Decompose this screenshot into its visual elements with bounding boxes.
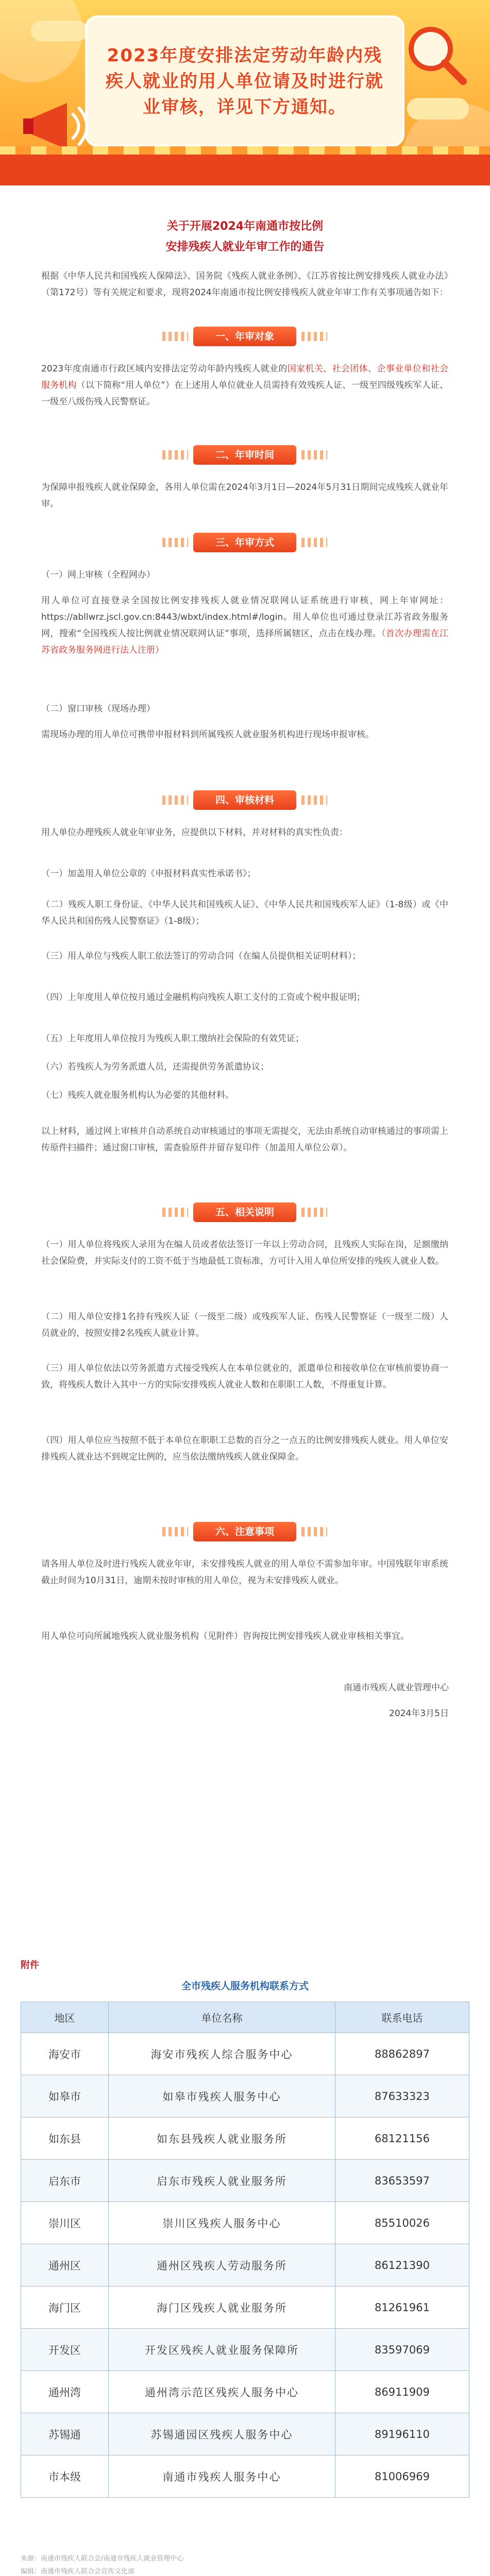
cell-phone: 86911909 [335,2371,469,2413]
section-badge-4: 四、审核材料 [173,788,317,812]
materials-intro: 用人单位办理残疾人就业年审业务，应提供以下材料，并对材料的真实性负责： [41,827,348,838]
cell-phone: 89196110 [335,2413,469,2455]
attention-item: 请各用人单位及时进行残疾人就业年审，未安排残疾人就业的用人单位不需参加年审。中国残联年审系统截止时间为10月31日，逾期未按时审核的用人单位，视为未安排残疾人就业。 [41,1559,448,1586]
attachment-label: 附件 [21,1960,39,1971]
table-row [21,2413,469,2455]
note-item: （一）用人单位将残疾人录用为在编人员或者依法签订一年以上劳动合同，且残疾人实际在岗，足额缴纳社会保险费，并实际支付的工资不低于当地最低工资标准，方可计入用人单位所安排的残疾人就业人数。 [41,1240,448,1266]
contact-table [21,2002,469,2498]
material-item: （七）残疾人就业服务机构认为必要的其他材料。 [41,1090,234,1100]
cell-region: 通州区 [21,2244,109,2286]
cell-unit: 海安市残疾人综合服务中心 [109,2033,335,2075]
cell-region: 苏锡通 [21,2413,109,2455]
section-badge-2: 二、年审时间 [173,443,317,467]
cell-unit: 苏锡通园区残疾人服务中心 [109,2413,335,2455]
signature: 南通市残疾人就业管理中心 [344,1683,449,1693]
table-row [21,2075,469,2117]
cell-region: 海安市 [21,2033,109,2075]
note-item: （三）用人单位依法以劳务派遣方式接受残疾人在本单位就业的，派遣单位和接收单位在审核前要协商一致，将残疾人数计入其中一方的实际安排残疾人就业人数和在职职工人数，不得重复计算。 [41,1363,448,1390]
source-note: 来源：南通市残疾人联合会/南通市残疾人就业管理中心 [21,2555,184,2563]
attachment-section [0,1953,490,2576]
materials-outro: 以上材料，通过网上审核并自动系统自动审核通过的事项无需提交，无法由系统自动审核通过的事项需上传原件扫描件；通过窗口审核，需查验原件并留存复印件（加盖用人单位公章）。 [41,1126,448,1153]
cell-region: 开发区 [21,2329,109,2371]
cell-phone: 81006969 [335,2455,469,2498]
banner-card [85,15,404,147]
notice-title: 关于开展2024年南通市按比例 安排残疾人就业年审工作的通告 [165,220,325,253]
cell-region: 崇川区 [21,2202,109,2244]
section-badge-1: 一、年审对象 [173,325,317,348]
header-unit: 单位名称 [109,2002,335,2033]
online-review-heading: （一）网上审核（全程网办） [41,570,155,580]
cell-phone: 85510026 [335,2202,469,2244]
table-row [21,2117,469,2160]
table-row [21,2371,469,2413]
material-item: （一）加盖用人单位公章的《申报材料真实性承诺书》； [41,869,256,879]
online-review-paragraph: 用人单位可直接登录全国按比例安排残疾人就业情况联网认证系统进行审核，网上年审网址：https://abllwrz.jscl.gov.cn:8443/wbxt/index.html#/login。用人单位也可通过登录江苏省政务服务网，搜索“全国残疾人按比例就业情况联网认证”事项，选择所属辖区，点击在线办理。（首次办理需在江苏省政务服务网进行法人注册） [41,596,448,655]
editor-note: 编辑：南通市残疾人联合会宣传文化部 [21,2568,135,2575]
section-badge-5: 五、相关说明 [173,1200,317,1224]
banner-title: 2023年度安排法定劳动年龄内残疾人就业的用人单位请及时进行就业审核，详见下方通知。 [106,45,384,117]
cell-region: 如皋市 [21,2075,109,2117]
table-row [21,2202,469,2244]
cell-region: 启东市 [21,2160,109,2202]
material-item: （四）上年度用人单位按月通过金融机构向残疾人职工支付的工资或个税申报证明； [41,992,365,1003]
cell-phone: 83597069 [335,2329,469,2371]
cell-phone: 68121156 [335,2117,469,2160]
section-badge-6: 六、注意事项 [173,1520,317,1544]
cell-phone: 88862897 [335,2033,469,2075]
attachment-title: 全市残疾人服务机构联系方式 [181,1980,309,1992]
material-item: （六）若残疾人为劳务派遣人员，还需提供劳务派遣协议； [41,1062,269,1072]
cell-phone: 83653597 [335,2160,469,2202]
cell-phone: 87633323 [335,2075,469,2117]
table-row [21,2033,469,2075]
cell-unit: 通州湾示范区残疾人服务中心 [109,2371,335,2413]
header-phone: 联系电话 [335,2002,469,2033]
header-region: 地区 [21,2002,109,2033]
cell-unit: 启东市残疾人就业服务所 [109,2160,335,2202]
decor-cloud [407,98,469,120]
attention-item: 用人单位可向所属地残疾人就业服务机构（见附件）咨询按比例安排残疾人就业审核相关事宜。 [41,1631,409,1641]
cell-unit: 开发区残疾人就业服务保障所 [109,2329,335,2371]
table-row [21,2160,469,2202]
table-row [21,2455,469,2498]
table-row [21,2244,469,2286]
magnifier-icon [402,21,469,88]
table-row [21,2329,469,2371]
cell-unit: 通州区残疾人劳动服务所 [109,2244,335,2286]
cell-unit: 如东县残疾人就业服务所 [109,2117,335,2160]
note-item: （四）用人单位应当按照不低于本单位在职职工总数的百分之一点五的比例安排残疾人就业。用人单位安排残疾人就业达不到规定比例的，应当依法缴纳残疾人就业保障金。 [41,1435,448,1462]
decor-cloud [31,21,88,41]
top-banner [0,0,490,185]
cell-phone: 81261961 [335,2286,469,2329]
table-header-row [21,2002,469,2033]
material-item: （五）上年度用人单位按月为残疾人职工缴纳社会保险的有效凭证； [41,1033,304,1044]
cell-region: 海门区 [21,2286,109,2329]
decor-circle [0,0,82,82]
cell-phone: 86121390 [335,2244,469,2286]
note-item: （二）用人单位安排1名持有残疾人证（一级至二级）或残疾军人证、伤残人民警察证（一级至二级）人员就业的，按照安排2名残疾人就业计算。 [41,1312,448,1338]
cell-unit: 南通市残疾人服务中心 [109,2455,335,2498]
banner-bottom-bar [0,155,490,185]
cell-region: 如东县 [21,2117,109,2160]
cell-unit: 海门区残疾人就业服务所 [109,2286,335,2329]
material-item: （二）残疾人职工身份证、《中华人民共和国残疾人证》、《中华人民共和国残疾军人证》（1-8级）或《中华人民共和国伤残人民警察证》（1-8级）； [41,900,448,926]
notice-date: 2024年3月5日 [389,1708,449,1719]
intro-paragraph: 根据《中华人民共和国残疾人保障法》、国务院《残疾人就业条例》、《江苏省按比例安排残疾人就业办法》（第172号）等有关规定和要求，现将2024年南通市按比例安排残疾人就业年审工作有关事项通告如下： [41,271,448,298]
section-1-paragraph: 2023年度南通市行政区域内安排法定劳动年龄内残疾人就业的国家机关、社会团体、企事业单位和社会服务机构（以下简称“用人单位”）在上述用人单位就业人员需持有效残疾人证、一级至四级残疾军人证、一级至八级伤残人民警察证。 [41,364,449,407]
section-badge-3: 三、年审方式 [173,531,317,554]
window-review-heading: （二）窗口审核（现场办理） [41,704,155,714]
cell-unit: 如皋市残疾人服务中心 [109,2075,335,2117]
material-item: （三）用人单位与残疾人职工依法签订的劳动合同（在编人员提供相关证明材料）； [41,951,361,961]
section-2-paragraph: 为保障申报残疾人就业保障金，各用人单位需在2024年3月1日—2024年5月31日期间完成残疾人就业年审。 [41,482,448,509]
cell-region: 市本级 [21,2455,109,2498]
window-review-paragraph: 需现场办理的用人单位可携带申报材料到所属残疾人就业服务机构进行现场申报审核。 [41,730,374,740]
notice-article [0,196,490,1947]
cell-unit: 崇川区残疾人服务中心 [109,2202,335,2244]
banner-stripes [0,146,490,155]
cell-region: 通州湾 [21,2371,109,2413]
table-row [21,2286,469,2329]
